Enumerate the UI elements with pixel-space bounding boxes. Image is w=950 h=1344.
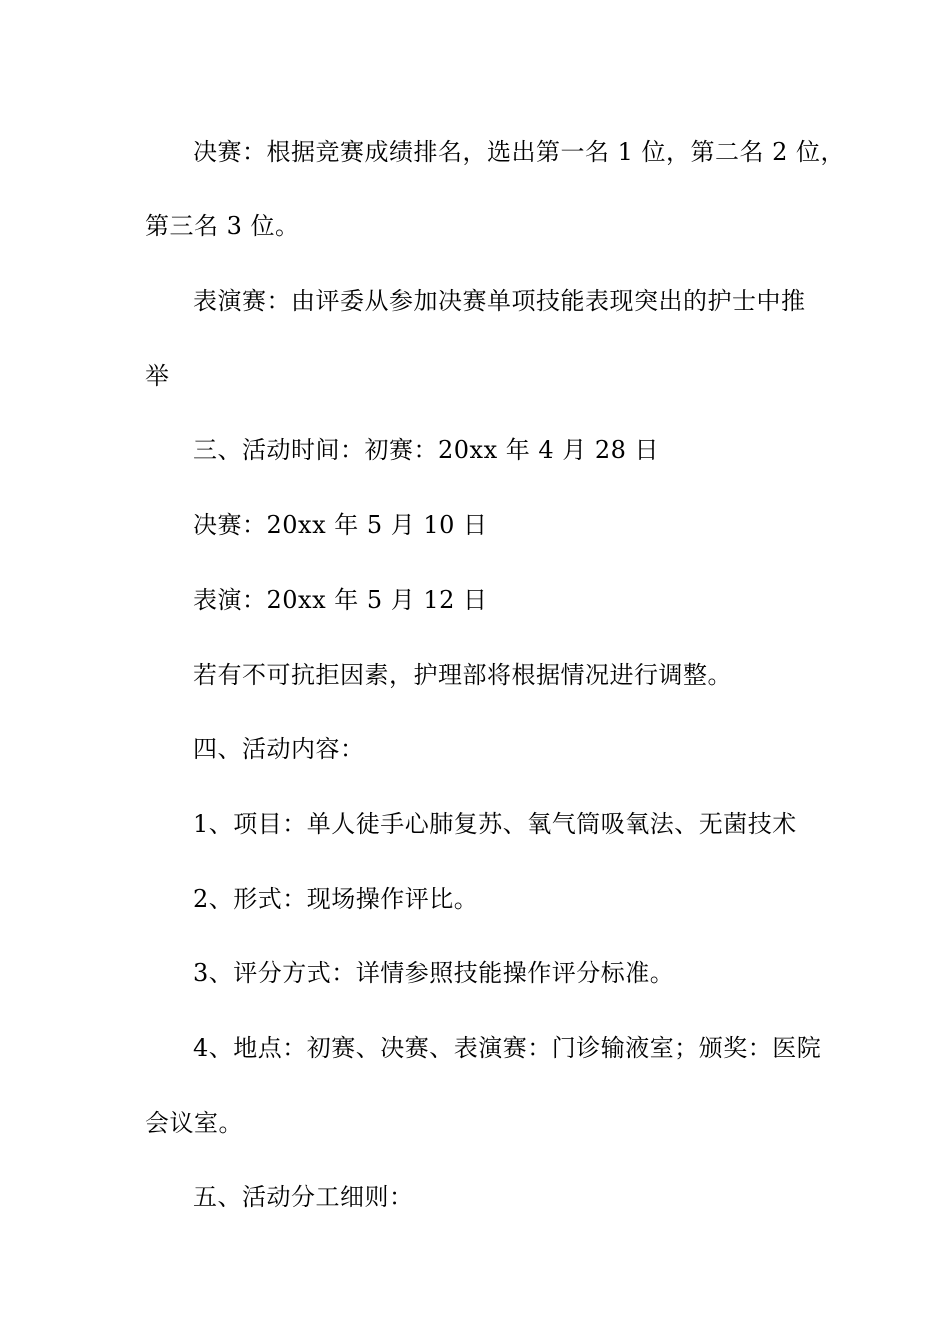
item-projects: 1、项目：单人徒手心肺复苏、氧气筒吸氧法、无菌技术 — [193, 810, 797, 838]
item-location-cont: 会议室。 — [145, 1109, 243, 1137]
note-adjustment: 若有不可抗拒因素，护理部将根据情况进行调整。 — [193, 661, 732, 689]
time-final: 决赛：20xx 年 5 月 10 日 — [193, 511, 488, 539]
item-scoring: 3、评分方式：详情参照技能操作评分标准。 — [193, 959, 675, 987]
time-performance: 表演：20xx 年 5 月 12 日 — [193, 586, 488, 614]
section-activity-content: 四、活动内容： — [193, 735, 365, 763]
section-activity-time: 三、活动时间：初赛：20xx 年 4 月 28 日 — [193, 436, 660, 464]
section-division-of-work: 五、活动分工细则： — [193, 1183, 414, 1211]
paragraph-final-ranking: 决赛：根据竞赛成绩排名，选出第一名 1 位，第二名 2 位， — [193, 138, 846, 166]
paragraph-exhibition-cont: 举 — [145, 362, 170, 390]
paragraph-exhibition: 表演赛：由评委从参加决赛单项技能表现突出的护士中推 — [193, 287, 806, 315]
item-location: 4、地点：初赛、决赛、表演赛：门诊输液室；颁奖：医院 — [193, 1034, 822, 1062]
paragraph-final-ranking-cont: 第三名 3 位。 — [145, 212, 300, 240]
item-format: 2、形式：现场操作评比。 — [193, 885, 479, 913]
